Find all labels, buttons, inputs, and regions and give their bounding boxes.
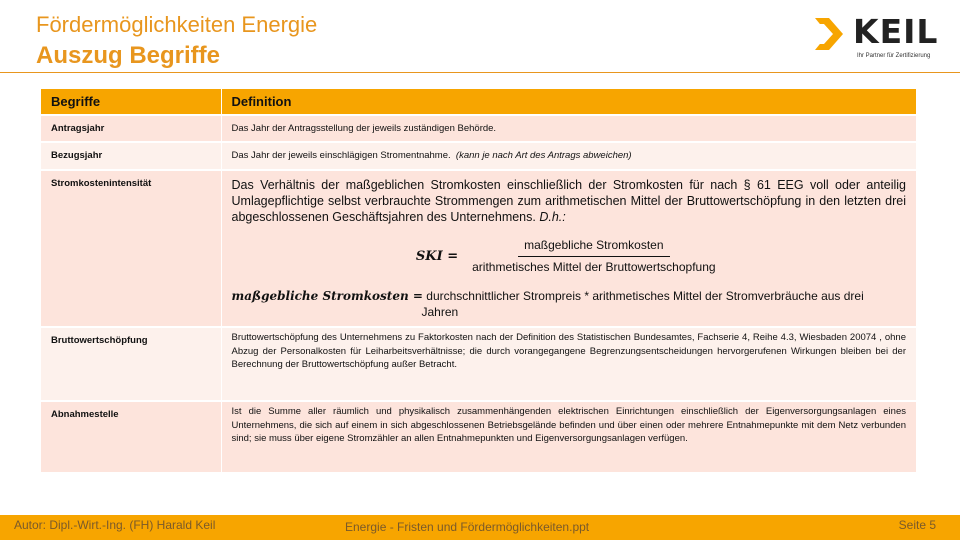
footer-filename: Energie - Fristen und Fördermöglichkeiten.ppt bbox=[345, 520, 590, 534]
ski-fraction bbox=[466, 237, 721, 276]
column-header-definition: Definition bbox=[221, 89, 916, 115]
definition-cell: Ist die Summe aller räumlich und physikalisch zusammenhängenden elektrischen Einrichtungen einschließlich der Eigenversorgungsanlagen eines Unternehmens, die sich auf einem in sich abgeschlossenen Betriebsgelände befinden und über einen oder mehrere Entnahmepunkte mit dem Netz verbunden sind; sie muss über eigene Stromzähler an allen Entnahmepunkten und Eigenversorgungsanlagen verfügen. bbox=[221, 401, 916, 473]
definition-cell bbox=[221, 170, 916, 328]
ski-description-text: Das Verhältnis der maßgeblichen Stromkosten einschließlich der Stromkosten für nach § 61 EEG voll oder anteilig Umlagepflichtige selbst verbrauchte Strommengen zum arithmetischen Mittel der Bruttowertschöpfung in den letzten drei abgeschlossenen Geschäftsjahren des Unternehmens. bbox=[231, 177, 906, 225]
footer-author: Autor: Dipl.-Wirt.-Ing. (FH) Harald Keil bbox=[14, 518, 216, 532]
ski-formula bbox=[232, 237, 907, 276]
table-row bbox=[41, 142, 916, 169]
table-row bbox=[41, 115, 916, 142]
stromkosten-formula-continuation: Jahren bbox=[421, 305, 459, 320]
table-row bbox=[41, 327, 916, 401]
keil-logo-mark-icon bbox=[815, 18, 845, 50]
term-cell: Bezugsjahr bbox=[41, 142, 221, 169]
term-cell: Antragsjahr bbox=[41, 115, 221, 142]
stromkosten-term: maßgebliche Stromkosten = bbox=[231, 288, 423, 303]
definition-note: (kann je nach Art des Antrags abweichen) bbox=[455, 150, 632, 162]
footer-page-number: Seite 5 bbox=[898, 518, 936, 532]
ski-numerator: maßgebliche Stromkosten bbox=[518, 237, 669, 257]
keil-logo-wordmark: KEIL bbox=[853, 12, 939, 51]
stromkosten-formula-text: durchschnittlicher Strompreis * arithmetisches Mittel der Stromverbräuche aus drei bbox=[426, 288, 864, 303]
definition-cell: Bruttowertschöpfung des Unternehmens zu Faktorkosten nach der Definition des Statistischen Bundesamtes, Fachserie 4, Reihe 4.3, Wiesbaden 20074 , ohne Abzug der Personalkosten für Leiharbeitsverhältnisse; die durch vorangegangene Begrenzungsentscheidungen hervorgerufenen Wirkungen bleiben bei der Berechnung der Bruttowertschöpfung außer Betracht. bbox=[221, 327, 916, 401]
ski-description bbox=[232, 177, 907, 226]
keil-logo bbox=[815, 12, 950, 62]
slide-subtitle: Auszug Begriffe bbox=[36, 42, 221, 69]
term-cell: Abnahmestelle bbox=[41, 401, 221, 473]
table-row bbox=[41, 170, 916, 328]
term-cell: Bruttowertschöpfung bbox=[41, 327, 221, 401]
definition-cell: Das Jahr der Antragsstellung der jeweils zuständigen Behörde. bbox=[221, 115, 916, 142]
ski-dh-label: D.h.: bbox=[539, 210, 566, 225]
ski-denominator: arithmetisches Mittel der Bruttowertschopfung bbox=[472, 260, 716, 275]
keil-logo-tagline: Ihr Partner für Zertifizierung bbox=[857, 53, 931, 59]
header-divider bbox=[0, 72, 960, 73]
definition-text: Das Jahr der jeweils einschlägigen Stromentnahme. bbox=[231, 150, 451, 162]
table-header-row bbox=[41, 89, 916, 115]
ski-formula-label: SKI = bbox=[415, 248, 459, 264]
term-cell: Stromkostenintensität bbox=[41, 170, 221, 328]
column-header-begriffe: Begriffe bbox=[41, 89, 221, 115]
definition-cell bbox=[221, 142, 916, 169]
slide-title: Fördermöglichkeiten Energie bbox=[36, 12, 318, 37]
stromkosten-definition bbox=[232, 288, 907, 320]
footer-bar bbox=[0, 515, 960, 540]
table-row bbox=[41, 401, 916, 473]
terms-table bbox=[41, 89, 916, 474]
